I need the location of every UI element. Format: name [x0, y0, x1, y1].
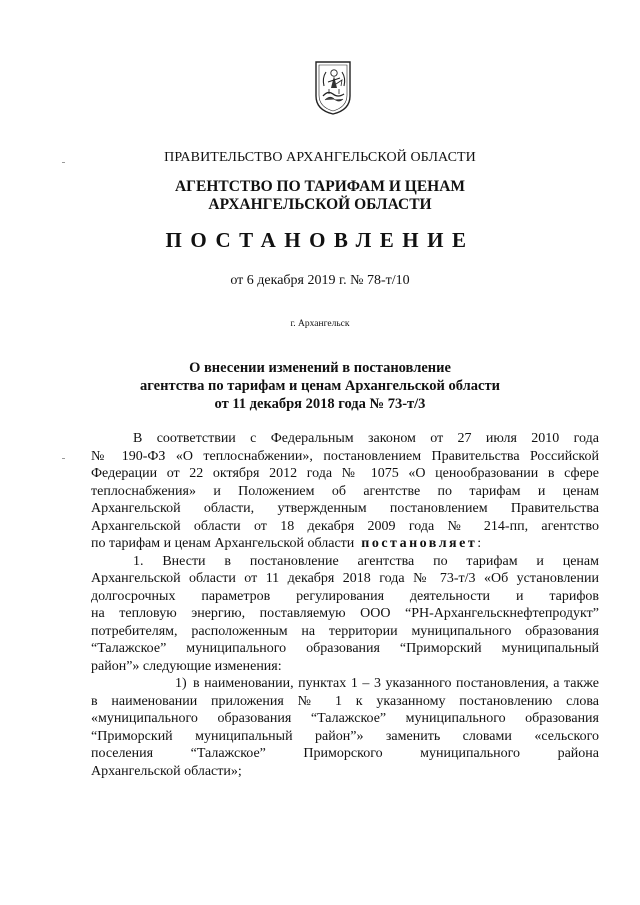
- government-name: ПРАВИТЕЛЬСТВО АРХАНГЕЛЬСКОЙ ОБЛАСТИ: [164, 150, 476, 165]
- subject-line: агентства по тарифам и ценам Архангельской области: [140, 378, 500, 394]
- body-line: Архангельской области от 18 декабря 2009 года № 214-пп, агентство: [91, 518, 599, 534]
- body-line: 1. Внести в постановление агентства по тарифам и ценам: [133, 553, 599, 569]
- body-line: Федерации от 22 октября 2012 года № 1075 «О ценообразовании в сфере: [91, 466, 599, 481]
- margin-mark: [62, 458, 65, 459]
- body-line: в наименовании приложения № 1 к указанному постановлению слова: [91, 693, 599, 709]
- body-text: по тарифам и ценам Архангельской области: [91, 536, 355, 551]
- body-line: «муниципального образования “Талажское” муниципального образования: [91, 711, 599, 726]
- body-line: теплоснабжения» и Положением об агентстве по тарифам и ценам: [91, 483, 599, 499]
- body-line: долгосрочных параметров регулирования деятельности и тарифов: [91, 588, 599, 604]
- document-body: [91, 430, 599, 780]
- body-line: Архангельской области, утвержденным постановлением Правительства: [91, 501, 599, 516]
- subject-line: О внесении изменений в постановление: [189, 360, 451, 376]
- body-line: № 190-ФЗ «О теплоснабжении», постановлением Правительства Российской: [91, 448, 599, 464]
- body-line: Архангельской области от 11 декабря 2018 года № 73-т/3 «Об установлении: [91, 571, 599, 586]
- body-line: “Приморский муниципальный район”» заменить словами «сельского: [91, 728, 599, 744]
- list-item-number: 1): [175, 676, 187, 691]
- body-line: поселения “Талажское” Приморского муниципального района: [91, 746, 599, 761]
- margin-mark: [62, 162, 65, 163]
- body-text: в наименовании, пунктах 1 – 3 указанного постановления, а также: [193, 676, 599, 691]
- agency-name-line: АРХАНГЕЛЬСКОЙ ОБЛАСТИ: [208, 196, 432, 213]
- agency-name: [0, 178, 640, 214]
- resolves-keyword: постановляет: [361, 536, 478, 551]
- document-date-number: от 6 декабря 2019 г. № 78-т/10: [230, 273, 410, 288]
- body-text: :: [477, 536, 482, 551]
- coat-of-arms-emblem: [314, 60, 352, 116]
- subject-line: от 11 декабря 2018 года № 73-т/3: [214, 396, 426, 412]
- document-type: ПОСТАНОВЛЕНИЕ: [165, 228, 475, 252]
- body-line: [91, 535, 599, 553]
- agency-name-line: АГЕНТСТВО ПО ТАРИФАМ И ЦЕНАМ: [174, 178, 466, 195]
- body-line: на тепловую энергию, поставляемую ООО “РН-Архангельскнефтепродукт”: [91, 606, 599, 621]
- archangel-emblem-icon: [314, 60, 352, 116]
- body-line: потребителям, расположенным на территории муниципального образования: [91, 623, 599, 639]
- body-line: В соответствии с Федеральным законом от 27 июля 2010 года: [133, 431, 599, 446]
- body-line: “Талажское” муниципального образования “Приморский муниципальный: [91, 641, 599, 656]
- document-subject: [0, 359, 640, 413]
- body-line: [91, 675, 599, 693]
- body-line: район”» следующие изменения:: [91, 658, 282, 674]
- body-line: Архангельской области»;: [91, 763, 242, 779]
- document-city: г. Архангельск: [290, 319, 350, 329]
